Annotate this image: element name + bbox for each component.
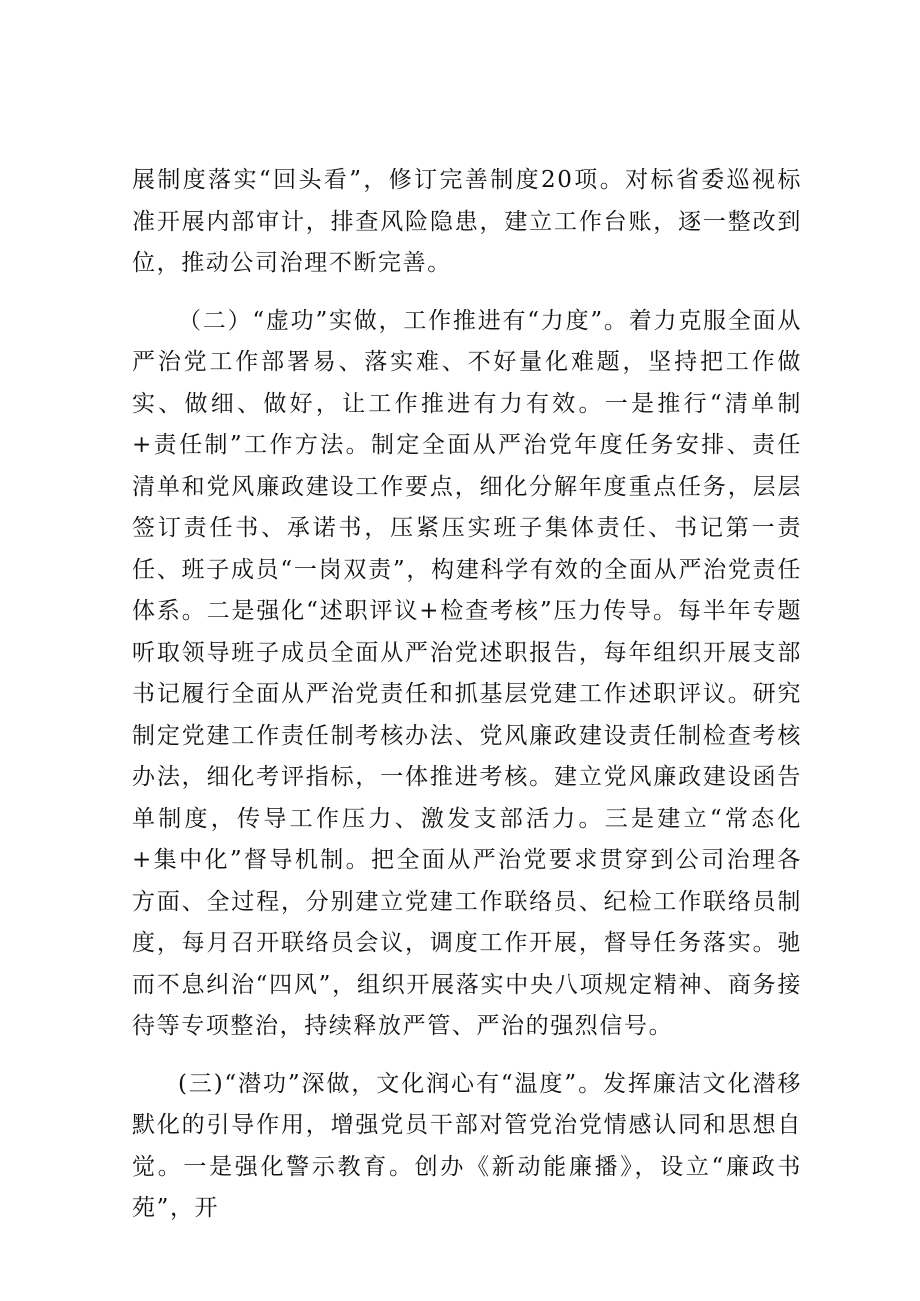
paragraph-section-two: （二）“虚功”实做，工作推进有“力度”。着力克服全面从严治党工作部署易、落实难、不好量化难题，坚持把工作做实、做细、做好，让工作推进有力有效。一是推行“清单制+责任制”工作方法。制定全面从严治党年度任务安排、责任清单和党风廉政建设工作要点，细化分解年度重点任务，层层签订责任书、承诺书，压紧压实班子集体责任、书记第一责任、班子成员“一岗双责”，构建科学有效的全面从严治党责任体系。二是强化“述职评议+检查考核”压力传导。每半年专题听取领导班子成员全面从严治党述职报告，每年组织开展支部书记履行全面从严治党责任和抓基层党建工作述职评议。研究制定党建工作责任制考核办法、党风廉政建设责任制检查考核办法，细化考评指标，一体推进考核。建立党风廉政建设函告单制度，传导工作压力、激发支部活力。三是建立“常态化+集中化”督导机制。把全面从严治党要求贯穿到公司治理各方面、全过程，分别建立党建工作联络员、纪检工作联络员制度，每月召开联络员会议，调度工作开展，督导任务落实。驰而不息纠治“四风”，组织开展落实中央八项规定精神、商务接待等专项整治，持续释放严管、严治的强烈信号。 <box>132 307 802 1039</box>
document-body <box>132 160 802 1246</box>
paragraph-continuation: 展制度落实“回头看”，修订完善制度20项。对标省委巡视标准开展内部审计，排查风险隐患，建立工作台账，逐一整改到位，推动公司治理不断完善。 <box>132 167 802 276</box>
paragraph-section-three: (三)“潜功”深做，文化润心有“温度”。发挥廉洁文化潜移默化的引导作用，增强党员干部对管党治党情感认同和思想自觉。一是强化警示教育。创办《新动能廉播》，设立“廉政书苑”，开 <box>132 1070 802 1221</box>
